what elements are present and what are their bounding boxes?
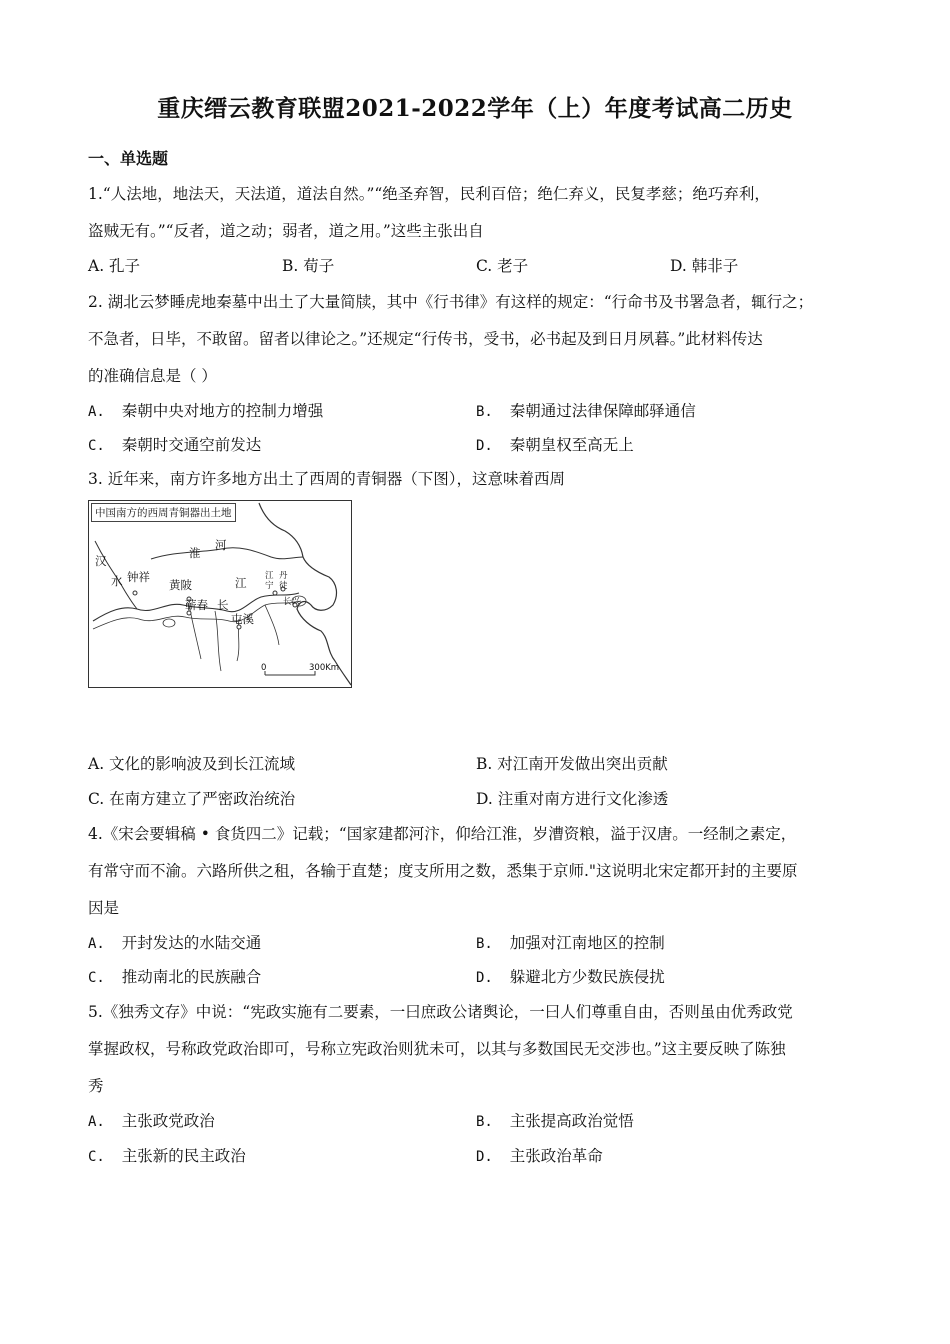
q2-option-c[interactable]	[88, 433, 261, 455]
map-label-jiang: 江	[235, 576, 247, 590]
option-letter: D.	[476, 438, 493, 454]
q4-stem-line2: 有常守而不渝。六路所供之租，各输于直楚；度支所用之数，悉集于京师."这说明北宋定都开封的主要原	[88, 862, 798, 880]
option-letter: C.	[88, 438, 105, 454]
map-label-chang: 长	[217, 598, 229, 612]
map-label-shui: 水	[111, 574, 123, 588]
map-label-dantu: 丹徒	[279, 571, 288, 591]
q3-option-d[interactable]: D. 注重对南方进行文化渗透	[476, 790, 669, 808]
section-heading: 一、单选题	[88, 149, 169, 168]
q1-stem-line1: 1.“人法地，地法天，天法道，道法自然。”“绝圣弃智，民利百倍；绝仁弃义，民复孝慈；绝巧弃利，	[88, 185, 770, 203]
q5-stem-line3: 秀	[88, 1077, 104, 1095]
option-letter: C.	[88, 970, 105, 986]
map-label-zhongxiang: 钟祥	[127, 570, 150, 584]
q4-option-c[interactable]	[88, 965, 261, 987]
option-letter: D.	[476, 970, 493, 986]
q4-option-a[interactable]	[88, 931, 261, 953]
option-text: 主张政党政治	[121, 1112, 215, 1130]
q2-option-b[interactable]	[476, 399, 696, 421]
bronze-sites-map	[88, 500, 352, 688]
q5-option-b[interactable]	[476, 1109, 634, 1131]
q1-option-b[interactable]: B. 荀子	[282, 257, 335, 275]
option-letter: A.	[88, 1114, 105, 1130]
option-letter: B.	[476, 404, 493, 420]
q2-option-a[interactable]	[88, 399, 323, 421]
q2-stem-line2: 不急者，日毕，不敢留。留者以律论之。”还规定“行传书，受书，必书起及到日月夙暮。”此材料传达	[88, 330, 763, 348]
q2-stem-line3: 的准确信息是（ ）	[88, 367, 217, 385]
q1-stem-line2: 盗贼无有。”“反者，道之动；弱者，道之用。”这些主张出自	[88, 222, 484, 240]
option-text: 主张政治革命	[509, 1147, 603, 1165]
option-letter: B.	[476, 936, 493, 952]
q1-option-c[interactable]: C. 老子	[476, 257, 529, 275]
option-letter: B.	[476, 1114, 493, 1130]
map-label-he: 河	[215, 538, 227, 552]
option-letter: C.	[88, 1149, 105, 1165]
option-text: 秦朝通过法律保障邮驿通信	[509, 402, 696, 420]
option-text: 秦朝皇权至高无上	[509, 436, 634, 454]
option-letter: A.	[88, 404, 105, 420]
option-letter: A.	[88, 936, 105, 952]
map-scale-label: 300Km	[309, 663, 340, 673]
q3-stem-line1: 3. 近年来，南方许多地方出土了西周的青铜器（下图），这意味着西周	[88, 470, 565, 488]
q5-option-d[interactable]	[476, 1144, 603, 1166]
q1-option-a[interactable]: A. 孔子	[88, 257, 141, 275]
q4-stem-line1: 4.《宋会要辑稿 • 食货四二》记载；“国家建都河汴，仰给江淮，岁漕资粮，溢于汉唐。一经制之素定，	[88, 825, 797, 843]
option-text: 开封发达的水陆交通	[121, 934, 262, 952]
option-text: 加强对江南地区的控制	[509, 934, 665, 952]
q5-option-c[interactable]	[88, 1144, 246, 1166]
q4-stem-line3: 因是	[88, 899, 120, 917]
map-label-huai: 淮	[189, 546, 201, 560]
option-text: 躲避北方少数民族侵扰	[509, 968, 665, 986]
q3-option-c[interactable]: C. 在南方建立了严密政治统治	[88, 790, 296, 808]
map-label-huangpi: 黄陂	[169, 578, 192, 592]
q2-stem-line1: 2. 湖北云梦睡虎地秦墓中出土了大量简牍，其中《行书律》有这样的规定：“行命书及书署急者，辄行之；	[88, 293, 814, 311]
map-label-jiangning: 江宁	[265, 571, 274, 591]
q5-stem-line1: 5.《独秀文存》中说：“宪政实施有二要素，一曰庶政公诸舆论，一曰人们尊重自由，否则虽由优秀政党	[88, 1003, 793, 1021]
q5-stem-line2: 掌握政权，号称政党政治即可，号称立宪政治则犹未可，以其与多数国民无交涉也。”这主要反映了陈独	[88, 1040, 786, 1058]
page-title: 重庆缙云教育联盟2021-2022学年（上）年度考试高二历史	[157, 95, 793, 122]
q4-option-d[interactable]	[476, 965, 665, 987]
map-label-han: 汉	[95, 554, 107, 568]
q3-option-b[interactable]: B. 对江南开发做出突出贡献	[476, 755, 668, 773]
map-label-tunxi: 屯溪	[231, 612, 254, 626]
q4-option-b[interactable]	[476, 931, 665, 953]
map-label-qichun: 蕲春	[185, 598, 208, 612]
map-scale-zero: 0	[261, 663, 267, 673]
option-text: 秦朝中央对地方的控制力增强	[121, 402, 324, 420]
q2-option-d[interactable]	[476, 433, 634, 455]
option-letter: D.	[476, 1149, 493, 1165]
option-text: 主张提高政治觉悟	[509, 1112, 634, 1130]
map-caption: 中国南方的西周青铜器出土地	[91, 503, 236, 522]
q3-option-a[interactable]: A. 文化的影响波及到长江流域	[88, 755, 296, 773]
map-drawing	[89, 501, 351, 687]
option-text: 秦朝时交通空前发达	[121, 436, 262, 454]
q5-option-a[interactable]	[88, 1109, 215, 1131]
option-text: 推动南北的民族融合	[121, 968, 262, 986]
option-text: 主张新的民主政治	[121, 1147, 246, 1165]
map-label-changxing: 长兴	[283, 597, 301, 607]
q1-option-d[interactable]: D. 韩非子	[670, 257, 739, 275]
